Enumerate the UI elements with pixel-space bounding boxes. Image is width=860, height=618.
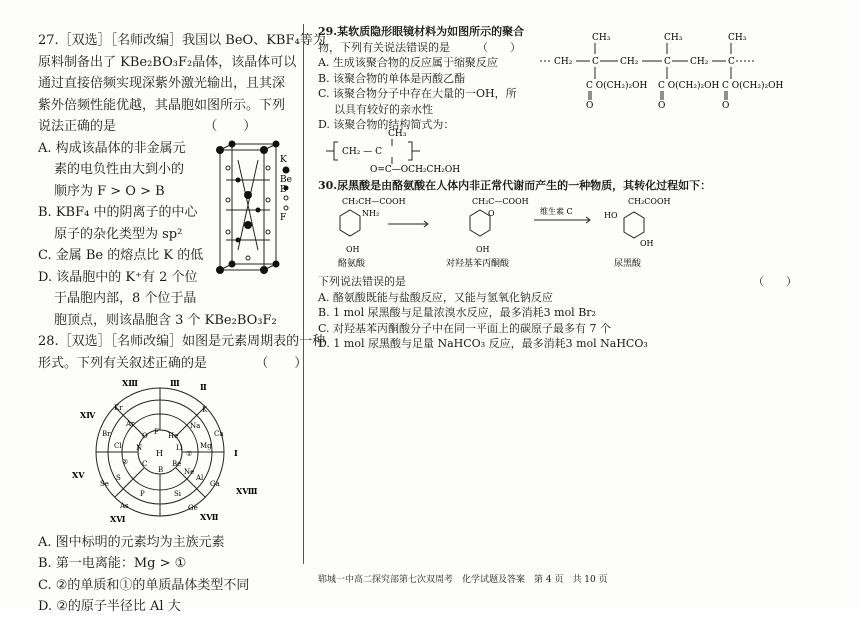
wheel-outer-1: Ca <box>214 430 224 438</box>
crystal-cell-figure <box>208 140 290 288</box>
wheel-outer-6: Br <box>102 430 111 438</box>
q30-option-d: D. 1 mol 尿黑酸与足量 NaHCO₃ 反应，最多消耗3 mol NaHCO₃ <box>318 337 648 350</box>
wheel-middle-1: Mg <box>200 442 212 450</box>
question-30 <box>318 178 838 352</box>
carbonyl-o-1: O <box>586 101 594 111</box>
group-label-4: ⅩⅣ <box>80 410 96 420</box>
d-ch3: CH₃ <box>388 129 407 139</box>
q30-option-c: C. 对羟基苯丙酮酸分子中在同一平面上的碳原子最多有 7 个 <box>318 321 612 335</box>
q27-option-a-3: 顺序为 F > O > B <box>54 183 165 199</box>
q30-answer-bracket: （ ） <box>753 275 797 288</box>
wheel-outer-5: Se <box>100 480 109 488</box>
page-footer: 郓城一中高二探究部第七次双周考 化学试题及答案 第 4 页 共 10 页 <box>318 575 608 585</box>
q28-line-1: 28.［双选］［名师改编］如图是元素周期表的一种 <box>38 334 326 349</box>
chain-c-3: C <box>728 57 735 67</box>
q29-line-1: 29.某软质隐形眼镜材料为如图所示的聚合 <box>318 25 525 38</box>
wheel-inner-0: He <box>168 432 179 440</box>
q27-option-a-1: A. 构成该晶体的非金属元 <box>38 140 186 156</box>
group-label-3: ⅩⅢ <box>122 378 138 388</box>
polymer-formula-d <box>324 128 464 176</box>
q28-option-d: D. ②的原子半径比 Al 大 <box>38 599 181 614</box>
compound-3-top: CH₂COOH <box>628 196 671 206</box>
q28-answer-bracket: （ ） <box>255 355 308 371</box>
compound-2-bottom: OH <box>476 244 490 254</box>
column-divider <box>303 24 304 564</box>
wheel-inner-1: Li <box>176 444 183 452</box>
question-29 <box>318 24 838 174</box>
legend-b: B <box>280 184 287 195</box>
wheel-middle-5: S <box>116 474 121 482</box>
wheel-inner-2: Be <box>172 460 182 468</box>
compound-1-bottom: OH <box>346 244 360 254</box>
periodic-wheel-figure <box>50 376 270 524</box>
wheel-middle-7: Ar <box>126 420 135 428</box>
q27-line-5: 说法正确的是 <box>38 119 117 134</box>
d-backbone: CH₂ — C <box>342 147 382 157</box>
q29-option-d: D. 该聚合物的结构简式为： <box>318 118 455 131</box>
q27-option-a-2: 素的电负性由大到小的 <box>54 162 185 177</box>
q30-line-1: 30.尿黑酸是由酪氨酸在人体内非正常代谢而产生的一种物质，其转化过程如下： <box>318 179 712 192</box>
q28-option-c: C. ②的单质和①的单质晶体类型不同 <box>38 577 250 593</box>
compound-1-name: 酪氨酸 <box>338 258 366 269</box>
compound-2-name: 对羟基苯丙酮酸 <box>446 258 510 269</box>
polymer-chain-figure <box>540 26 836 112</box>
compound-2-sub: O <box>488 208 495 218</box>
q30-question: 下列说法错误的是 <box>318 275 406 288</box>
q27-option-b-1: B. KBF₄ 中的阴离子的中心 <box>38 205 198 220</box>
q27-option-b-2: 原子的杂化类型为 sp² <box>54 226 183 242</box>
group-label-1: Ⅱ <box>200 382 207 392</box>
wheel-inner-7: F <box>154 428 159 436</box>
q27-answer-bracket: （ ） <box>204 119 257 134</box>
wheel-outer-7: Kr <box>114 404 123 412</box>
d-side-group: O=C—OCH₂CH₂OH <box>370 165 461 175</box>
group-label-2: Ⅲ <box>170 378 180 388</box>
q30-option-a: A. 酪氨酸既能与盐酸反应，又能与氢氧化钠反应 <box>318 290 553 304</box>
wheel-inner-3: B <box>158 466 164 474</box>
compound-1-sub: NH₂ <box>362 208 380 218</box>
ch3-2: CH₃ <box>664 33 683 43</box>
ester-2: C O(CH₂)₂OH <box>658 81 720 91</box>
wheel-inner-8: Ne <box>184 468 195 476</box>
q27-line-2: 原料制备出了 KBe₂BO₃F₂晶体，该晶体可以 <box>38 54 297 70</box>
ch3-1: CH₃ <box>592 33 611 43</box>
wheel-mark-2: ② <box>122 458 129 466</box>
left-column <box>38 30 326 618</box>
compound-1-top: CH₂CH—COOH <box>342 196 406 206</box>
chain-c-2: C <box>664 57 671 67</box>
group-label-0: Ⅰ <box>234 448 238 458</box>
q27-option-d-1: D. 该晶胞中的 K⁺有 2 个位 <box>38 269 198 285</box>
ester-1: C O(CH₂)₂OH <box>586 81 648 91</box>
q27-line-3: 通过直接倍频实现深紫外激光输出，且其深 <box>38 76 286 91</box>
wheel-middle-6: Cl <box>114 442 122 450</box>
legend-be: Be <box>280 174 292 185</box>
legend-f: F <box>280 212 287 223</box>
q27-line-4: 紫外倍频性能优越，其晶胞如图所示。下列 <box>38 97 286 113</box>
ester-3: C O(CH₂)₂OH <box>722 81 784 91</box>
q28-option-b: B. 第一电离能：Mg > ① <box>38 556 187 571</box>
group-label-7: ⅩⅦ <box>200 512 219 522</box>
carbonyl-o-2: O <box>658 101 666 111</box>
wheel-middle-2: Al <box>196 474 204 482</box>
q29-option-a: A. 生成该聚合物的反应属于缩聚反应 <box>318 56 498 69</box>
wheel-middle-3: Si <box>174 490 182 498</box>
q28-option-a: A. 图中标明的元素均为主族元素 <box>38 534 225 550</box>
chain-c-1: C <box>592 57 599 67</box>
right-column <box>318 24 838 352</box>
q28-line-2: 形式。下列有关叙述正确的是 <box>38 355 208 371</box>
wheel-mark-1: ① <box>186 450 193 458</box>
wheel-inner-6: O <box>142 432 148 440</box>
q30-reaction-scheme <box>328 194 728 270</box>
q27-option-d-3: 胞顶点，则该晶胞含 3 个 KBe₂BO₃F₂ <box>54 312 277 328</box>
chain-ch2-3: CH₂ <box>690 57 709 67</box>
compound-3-name: 尿黑酸 <box>614 258 642 269</box>
chain-ch2-2: CH₂ <box>620 57 639 67</box>
wheel-outer-2: Ga <box>210 480 220 488</box>
group-label-8: ⅩⅧ <box>236 486 258 496</box>
compound-2-top: CH₂C—COOH <box>472 196 529 206</box>
q27-option-d-2: 于晶胞内部，8 个位于晶 <box>54 291 197 306</box>
question-27 <box>38 30 326 331</box>
wheel-outer-4: As <box>120 502 129 510</box>
q29-answer-bracket: （ ） <box>477 40 521 54</box>
q29-line-2: 物，下列有关说法错误的是 <box>318 40 450 54</box>
wheel-middle-4: P <box>140 490 145 498</box>
wheel-middle-0: Na <box>190 422 201 430</box>
chain-ch2-1: CH₂ <box>554 57 573 67</box>
question-28 <box>38 331 326 618</box>
wheel-inner-5: N <box>136 444 143 452</box>
wheel-outer-0: K <box>202 406 208 414</box>
carbonyl-o-3: O <box>722 101 730 111</box>
q29-option-c-1: C. 该聚合物分子中存在大量的一OH，所 <box>318 87 517 100</box>
wheel-center: H <box>156 449 163 458</box>
compound-3-sub: HO <box>604 210 618 220</box>
q29-option-c-2: 以具有较好的亲水性 <box>334 102 433 116</box>
q27-option-c: C. 金属 Be 的熔点比 K 的低 <box>38 248 204 263</box>
legend-k: K <box>280 154 287 165</box>
arrow-label: 维生素 C <box>540 206 573 216</box>
group-label-6: ⅩⅥ <box>110 514 126 524</box>
q27-line-1: 27.［双选］［名师改编］我国以 BeO、KBF₄等为 <box>38 33 326 48</box>
q27-options <box>38 138 277 332</box>
wheel-inner-4: C <box>142 460 148 468</box>
ch3-3: CH₃ <box>728 33 747 43</box>
group-label-5: ⅩⅤ <box>72 470 85 480</box>
q29-option-b: B. 该聚合物的单体是丙酸乙酯 <box>318 71 466 85</box>
wheel-outer-3: Ge <box>188 504 198 512</box>
q30-option-b: B. 1 mol 尿黑酸与足量浓溴水反应，最多消耗3 mol Br₂ <box>318 306 596 319</box>
compound-3-bottom: OH <box>640 238 654 248</box>
